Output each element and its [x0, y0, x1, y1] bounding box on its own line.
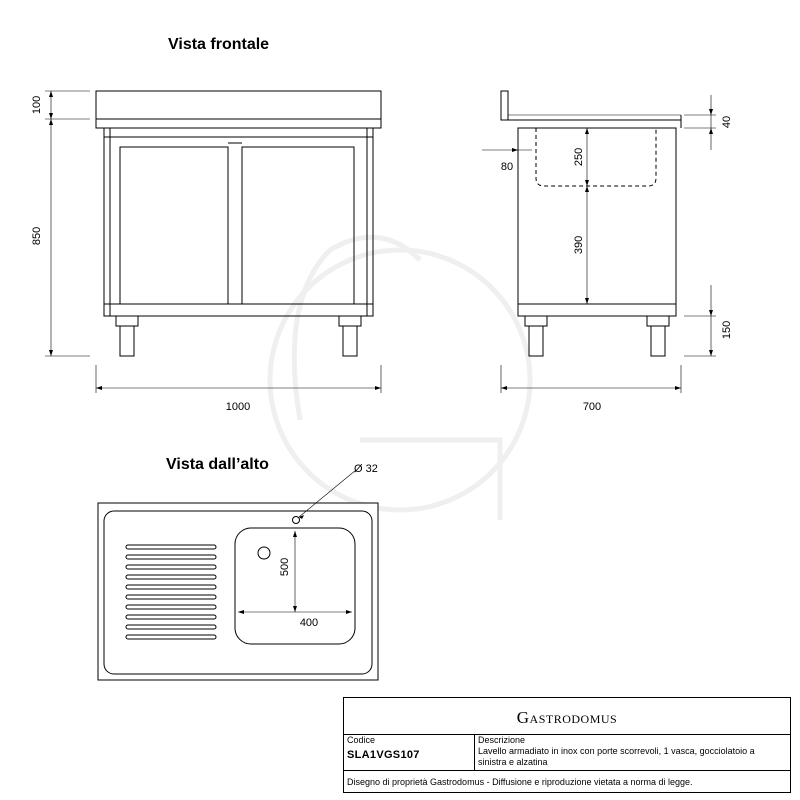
dim-hole-diameter: Ø 32	[354, 463, 378, 475]
title-block-footer-divider	[344, 770, 790, 771]
front-worktop	[96, 119, 381, 128]
side-foot-left-leg	[529, 326, 543, 356]
side-foot-right	[647, 316, 669, 326]
side-dim-arrows	[501, 109, 713, 390]
code-label: Codice	[347, 735, 376, 745]
front-foot-left	[116, 316, 138, 326]
brand-name: Gastrodomus	[516, 708, 618, 727]
side-basin	[536, 128, 656, 186]
dim-front-height-top: 100	[31, 95, 43, 115]
title-block	[343, 697, 791, 793]
dim-side-clearance: 390	[573, 235, 585, 255]
side-view	[482, 91, 716, 393]
side-foot-left	[525, 316, 547, 326]
brand-logo	[344, 698, 790, 735]
product-code: SLA1VGS107	[347, 749, 420, 761]
dim-side-offset: 80	[500, 161, 514, 173]
dim-front-height-main: 850	[31, 226, 43, 246]
front-splashback	[96, 91, 381, 119]
dim-side-basin-depth: 250	[573, 147, 585, 167]
front-dim-arrows	[49, 91, 381, 390]
dim-front-width: 1000	[225, 401, 251, 413]
dim-basin-length: 500	[279, 557, 291, 577]
front-foot-left-leg	[120, 326, 134, 356]
front-view-title: Vista frontale	[168, 36, 270, 53]
description-label: Descrizione	[478, 735, 526, 745]
front-door-right	[242, 147, 354, 304]
dim-side-feet: 150	[721, 320, 733, 340]
copyright-notice: Disegno di proprietà Gastrodomus - Diffusione e riproduzione vietata a norma di legge.	[347, 777, 693, 787]
side-cabinet	[518, 128, 676, 316]
side-splashback	[501, 91, 508, 120]
top-view	[98, 470, 378, 680]
dim-basin-width: 400	[299, 617, 319, 629]
front-foot-right-leg	[343, 326, 357, 356]
front-door-left	[120, 147, 228, 304]
product-description: Lavello armadiato in inox con porte scorrevoli, 1 vasca, gocciolatoio a sinistra e alzatina	[478, 746, 755, 767]
front-foot-right	[339, 316, 361, 326]
side-foot-right-leg	[651, 326, 665, 356]
front-view	[45, 91, 381, 393]
front-cabinet	[104, 128, 373, 316]
title-block-divider	[474, 734, 475, 770]
top-worktop	[98, 503, 378, 680]
dim-side-splashback: 40	[721, 115, 733, 129]
top-view-title: Vista dall’alto	[166, 456, 269, 473]
dim-side-depth: 700	[582, 401, 602, 413]
watermark-logo	[270, 237, 530, 520]
